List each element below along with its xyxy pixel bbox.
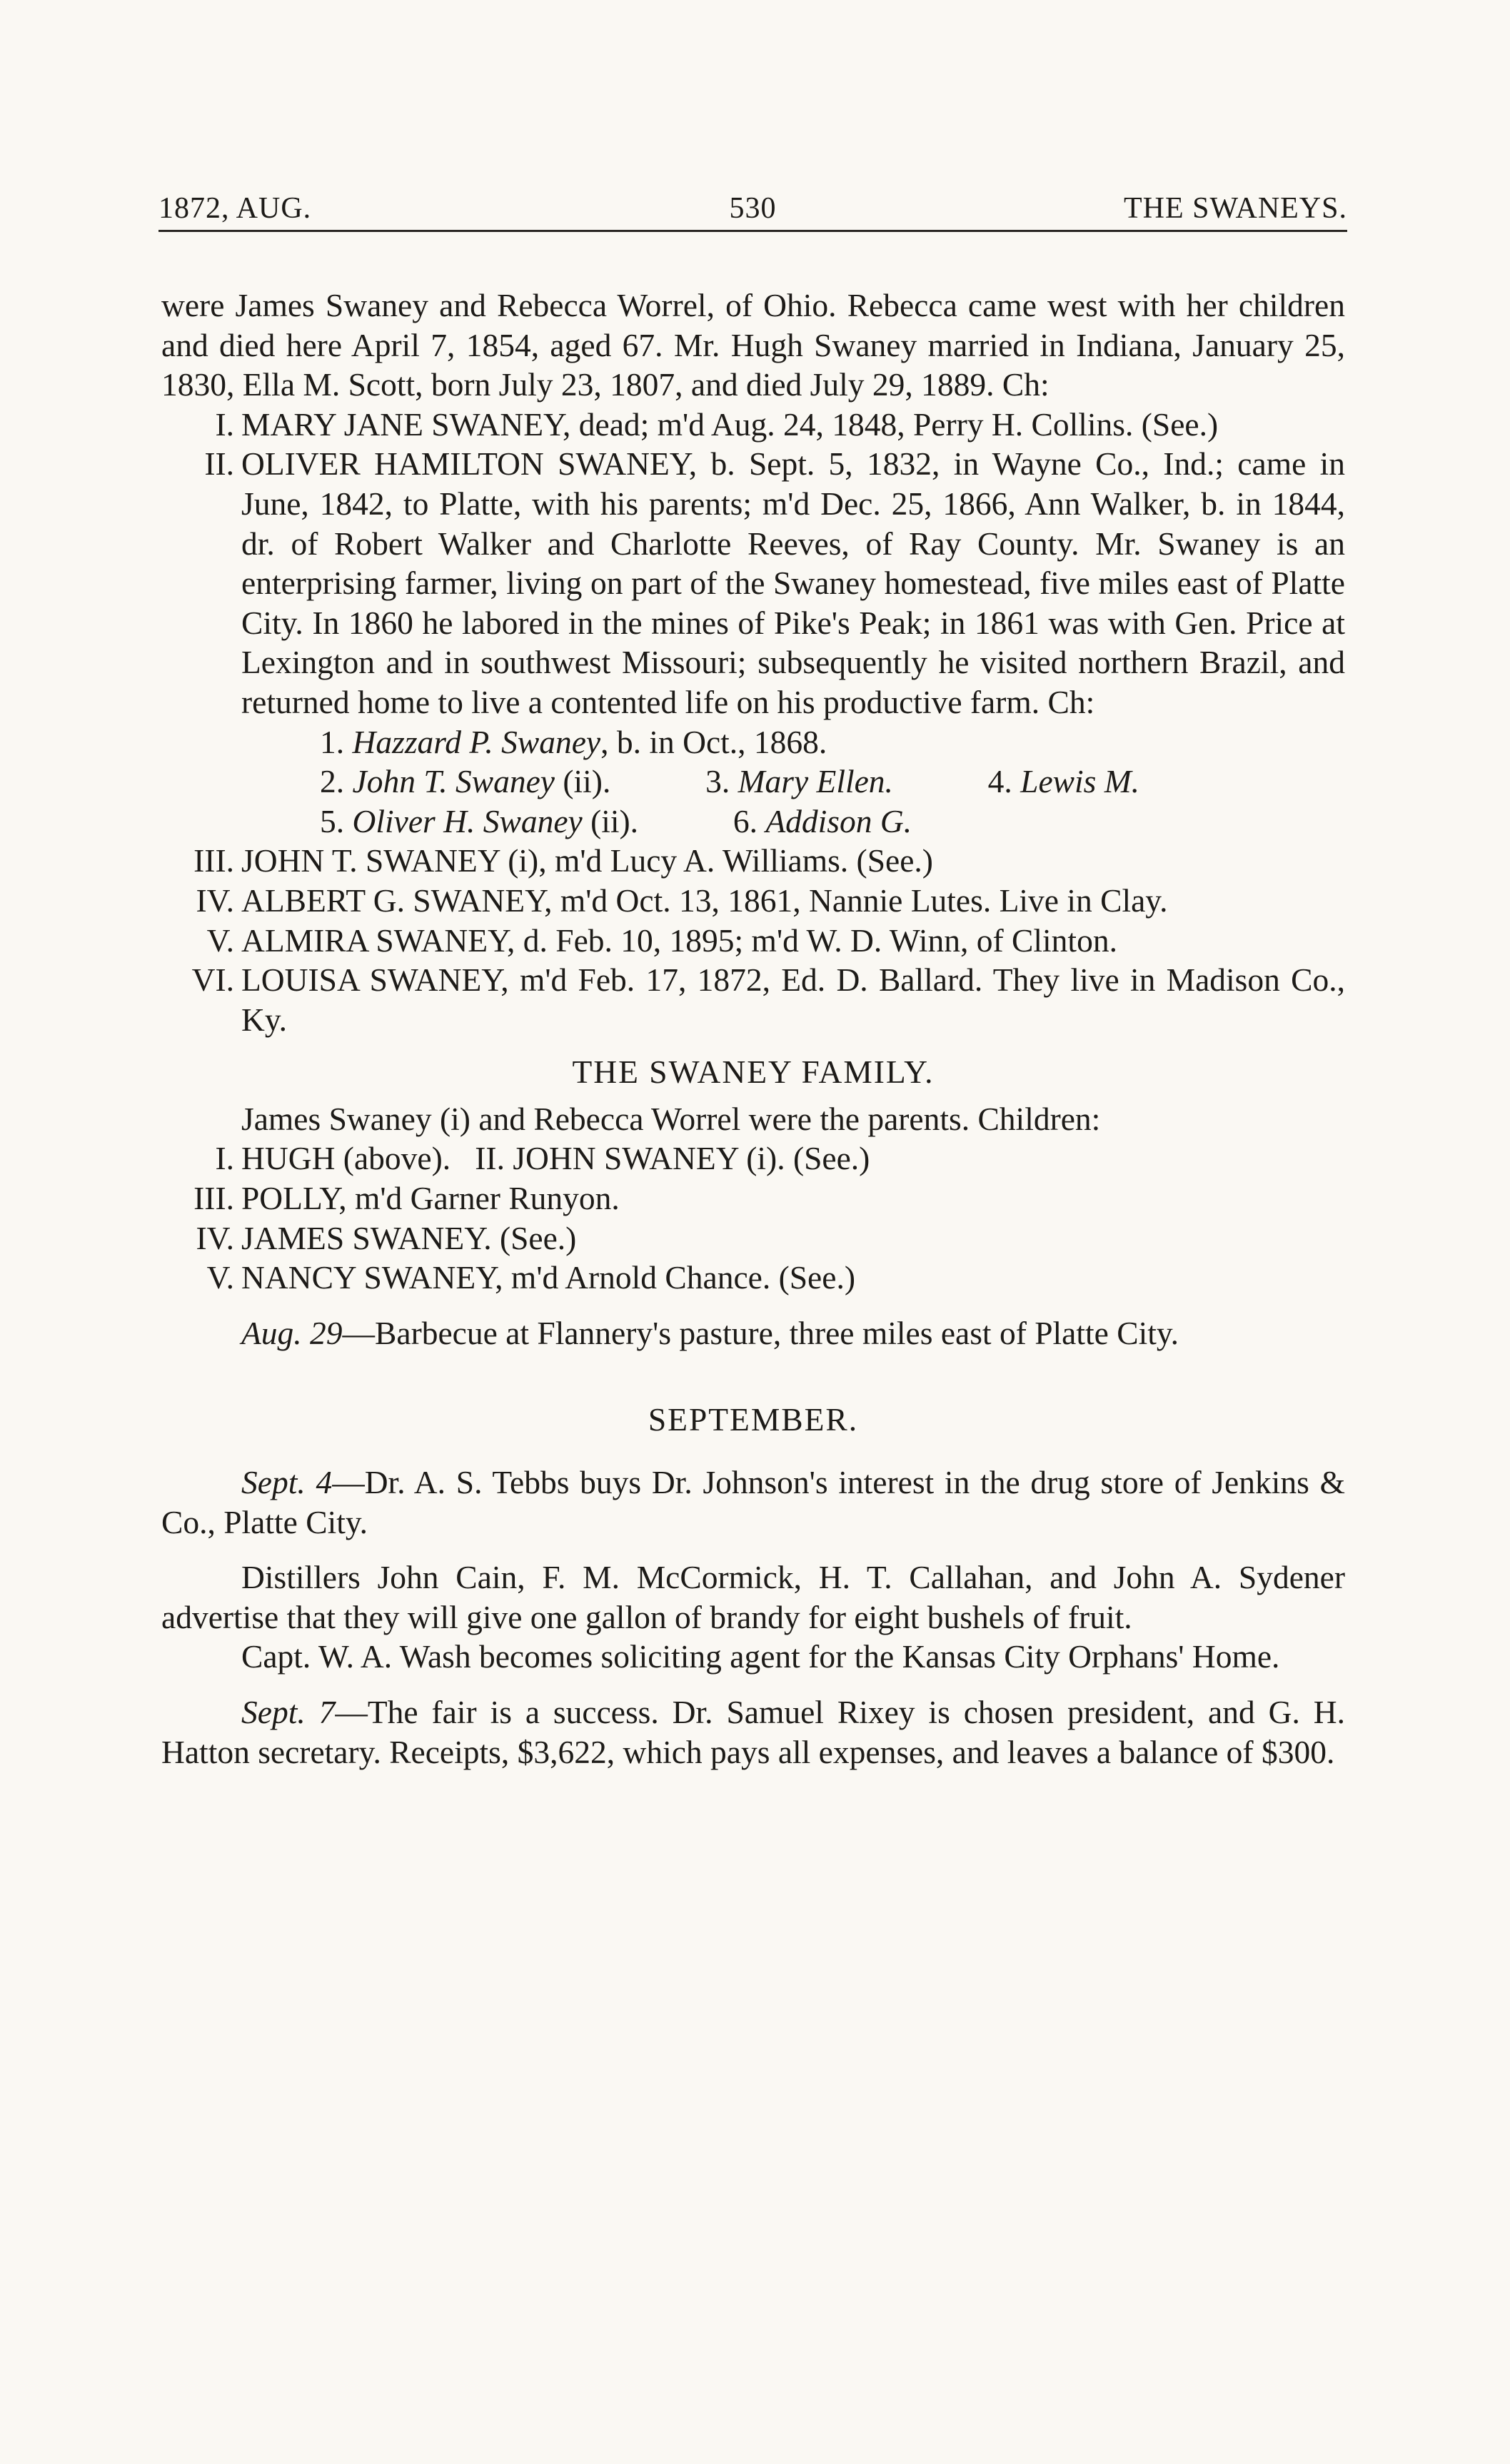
roman-numeral: I. bbox=[215, 405, 234, 443]
grandchild-line-2 bbox=[161, 762, 1345, 802]
entry-text: —Dr. A. S. Tebbs buys Dr. Johnson's interest in the drug store of Jenkins & Co., Platte City. bbox=[161, 1464, 1345, 1540]
grandchild-name: Mary Ellen. bbox=[738, 763, 893, 800]
roman-numeral: VI. bbox=[191, 961, 234, 999]
header-date: 1872, AUG. bbox=[158, 192, 312, 225]
child-entry-3 bbox=[161, 841, 1345, 881]
grandchild-line-1 bbox=[161, 722, 1345, 762]
entry-text: JOHN SWANEY (i). (See.) bbox=[513, 1140, 870, 1177]
grandchild-number: 4. bbox=[987, 763, 1012, 800]
grandchild-detail: (ii). bbox=[582, 802, 639, 839]
grandchild-detail: , b. in Oct., 1868. bbox=[600, 723, 827, 760]
child-entry-4 bbox=[161, 881, 1345, 921]
entry-date: Aug. 29 bbox=[241, 1314, 343, 1351]
entry-text: JOHN T. SWANEY (i), m'd Lucy A. Williams. (See.) bbox=[241, 842, 933, 879]
running-head bbox=[158, 187, 1347, 232]
roman-numeral: III. bbox=[193, 1180, 234, 1217]
child-entry-6 bbox=[161, 960, 1345, 1039]
distillers-paragraph: Distillers John Cain, F. M. McCormick, H. T. Callahan, and John A. Sydener advertise that they will give one gallon of brandy for eight bushels of fruit. bbox=[161, 1559, 1345, 1635]
entry-text: LOUISA SWANEY, m'd Feb. 17, 1872, Ed. D. Ballard. They live in Madison Co., Ky. bbox=[241, 961, 1345, 1038]
roman-numeral: II. bbox=[475, 1140, 505, 1177]
aug29-entry bbox=[161, 1313, 1345, 1353]
entry-text: OLIVER HAMILTON SWANEY, b. Sept. 5, 1832, in Wayne Co., Ind.; came in June, 1842, to Platte, with his parents; m'd Dec. 25, 1866, Ann Walker, b. in 1844, dr. of Robert Walker and Charlotte Reeves, of Ray County. Mr. Swaney is an enterprising farmer, living on part of the Swaney homestead, five miles east of Platte City. In 1860 he labored in the mines of Pike's Peak; in 1861 was with Gen. Price at Lexington and in southwest Missouri; subsequently he visited northern Brazil, and returned home to live a contented life on his productive farm. Ch: bbox=[241, 445, 1345, 720]
page-body bbox=[161, 286, 1345, 1772]
grandchild-name: Oliver H. Swaney bbox=[352, 802, 583, 839]
child-entry-1 bbox=[161, 405, 1345, 445]
roman-numeral: IV. bbox=[196, 882, 234, 919]
entry-text: —Barbecue at Flannery's pasture, three miles east of Platte City. bbox=[342, 1314, 1179, 1351]
entry-text: POLLY, m'd Garner Runyon. bbox=[241, 1180, 620, 1217]
child-entry-5 bbox=[161, 921, 1345, 961]
intro-paragraph: were James Swaney and Rebecca Worrel, of Ohio. Rebecca came west with her children and died here April 7, 1854, aged 67. Mr. Hugh Swaney married in Indiana, January 25, 1830, Ella M. Scott, born July 23, 1807, and died July 29, 1889. Ch: bbox=[161, 287, 1345, 403]
grandchild-number: 6. bbox=[733, 802, 757, 839]
grandchild-number: 2. bbox=[320, 763, 345, 800]
grandchild-number: 3. bbox=[705, 763, 730, 800]
grandchild-detail: (ii). bbox=[555, 763, 611, 800]
roman-numeral: III. bbox=[193, 842, 234, 879]
grandchild-line-3 bbox=[161, 802, 1345, 842]
grandchild-name: Hazzard P. Swaney bbox=[352, 723, 601, 760]
sept7-entry bbox=[161, 1692, 1345, 1772]
header-title: THE SWANEYS. bbox=[1124, 192, 1347, 225]
entry-text: ALMIRA SWANEY, d. Feb. 10, 1895; m'd W. D. Winn, of Clinton. bbox=[241, 922, 1117, 959]
entry-text: ALBERT G. SWANEY, m'd Oct. 13, 1861, Nannie Lutes. Live in Clay. bbox=[241, 882, 1168, 919]
family-child-row-4 bbox=[161, 1258, 1345, 1298]
capt-wash-paragraph: Capt. W. A. Wash becomes soliciting agent for the Kansas City Orphans' Home. bbox=[241, 1638, 1280, 1675]
family-intro: James Swaney (i) and Rebecca Worrel were the parents. Children: bbox=[241, 1100, 1101, 1137]
grandchild-name: Lewis M. bbox=[1020, 763, 1140, 800]
entry-date: Sept. 4 bbox=[241, 1464, 333, 1501]
grandchild-name: John T. Swaney bbox=[352, 763, 555, 800]
grandchild-number: 5. bbox=[320, 802, 345, 839]
family-heading: THE SWANEY FAMILY. bbox=[572, 1054, 935, 1091]
roman-numeral: I. bbox=[215, 1140, 234, 1177]
entry-text: NANCY SWANEY, m'd Arnold Chance. (See.) bbox=[241, 1259, 855, 1296]
grandchild-name: Addison G. bbox=[765, 802, 912, 839]
sept4-entry bbox=[161, 1463, 1345, 1542]
child-entry-2 bbox=[161, 444, 1345, 722]
family-child-row-3 bbox=[161, 1218, 1345, 1258]
grandchild-number: 1. bbox=[320, 723, 345, 760]
roman-numeral: V. bbox=[206, 922, 234, 959]
entry-date: Sept. 7 bbox=[241, 1694, 336, 1730]
entry-text: HUGH (above). bbox=[241, 1140, 451, 1177]
september-heading: SEPTEMBER. bbox=[648, 1401, 859, 1438]
family-child-row-2 bbox=[161, 1178, 1345, 1218]
roman-numeral: IV. bbox=[196, 1219, 234, 1256]
roman-numeral: II. bbox=[204, 445, 234, 483]
entry-text: JAMES SWANEY. (See.) bbox=[241, 1219, 577, 1256]
family-child-row-1 bbox=[161, 1138, 1345, 1178]
page-number: 530 bbox=[729, 192, 777, 225]
entry-text: MARY JANE SWANEY, dead; m'd Aug. 24, 1848, Perry H. Collins. (See.) bbox=[241, 405, 1219, 443]
roman-numeral: V. bbox=[206, 1259, 234, 1296]
entry-text: —The fair is a success. Dr. Samuel Rixey is chosen president, and G. H. Hatton secretary. Receipts, $3,622, which pays all expenses, and leaves a balance of $300. bbox=[161, 1694, 1345, 1770]
